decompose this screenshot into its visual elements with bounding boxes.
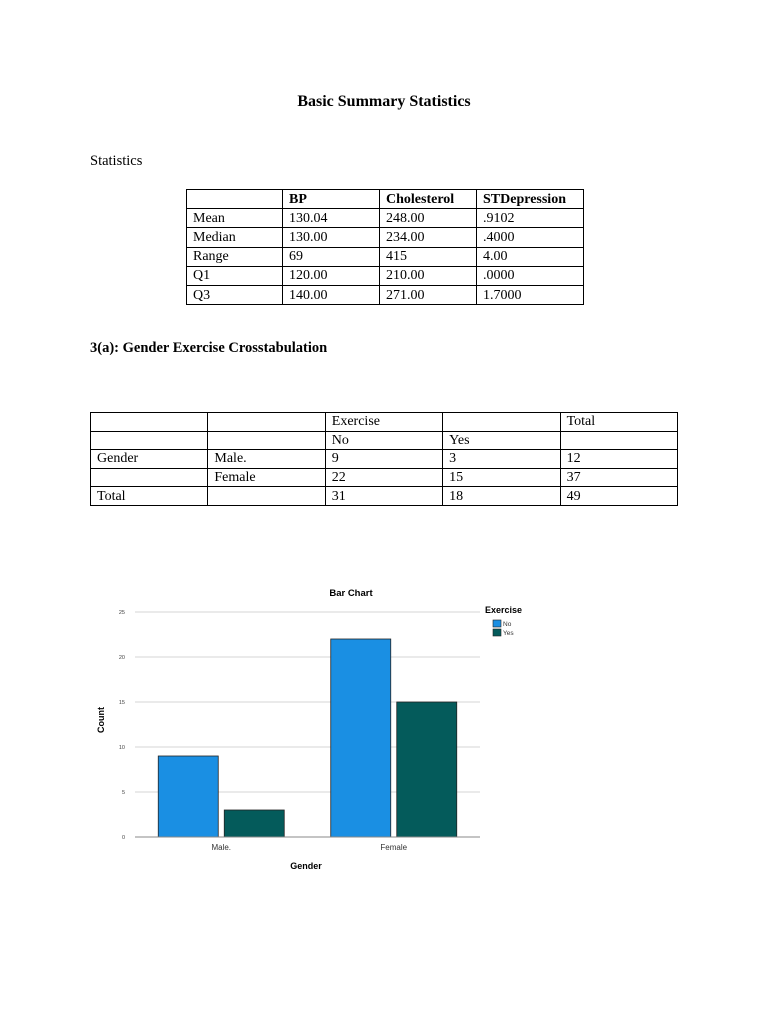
legend-swatch bbox=[493, 620, 501, 627]
table-cell: 18 bbox=[443, 487, 560, 506]
table-cell: 130.04 bbox=[283, 209, 380, 228]
table-cell: 4.00 bbox=[477, 247, 584, 266]
statistics-heading: Statistics bbox=[90, 153, 143, 169]
table-cell: 120.00 bbox=[283, 266, 380, 285]
table-cell: 210.00 bbox=[380, 266, 477, 285]
crosstab-heading: 3(a): Gender Exercise Crosstabulation bbox=[90, 340, 328, 356]
y-tick-label: 10 bbox=[118, 745, 125, 751]
table-cell bbox=[208, 487, 325, 506]
table-cell: No bbox=[325, 431, 442, 450]
table-cell bbox=[91, 413, 208, 432]
table-row bbox=[187, 228, 584, 247]
table-cell: Total bbox=[91, 487, 208, 506]
table-cell: .9102 bbox=[477, 209, 584, 228]
table-row bbox=[187, 247, 584, 266]
table-cell: 31 bbox=[325, 487, 442, 506]
table-row bbox=[91, 431, 678, 450]
table-row bbox=[91, 468, 678, 487]
bar-yes-1 bbox=[397, 702, 457, 837]
table-cell: 37 bbox=[560, 468, 677, 487]
statistics-header-cell: BP bbox=[283, 190, 380, 209]
x-tick-label: Female bbox=[380, 843, 408, 852]
legend-title: Exercise bbox=[485, 605, 523, 615]
table-cell: Mean bbox=[187, 209, 283, 228]
table-cell: 130.00 bbox=[283, 228, 380, 247]
table-row bbox=[187, 266, 584, 285]
table-cell bbox=[91, 431, 208, 450]
y-axis-label: Count bbox=[96, 707, 106, 733]
y-axis-ticks bbox=[119, 610, 125, 841]
y-tick-label: 20 bbox=[118, 655, 125, 661]
table-cell: 140.00 bbox=[283, 285, 380, 304]
y-tick-label: 0 bbox=[121, 835, 125, 841]
chart-legend bbox=[485, 605, 522, 637]
chart-bars bbox=[158, 639, 457, 837]
chart-title: Bar Chart bbox=[329, 588, 373, 599]
table-cell: Female bbox=[208, 468, 325, 487]
bar-no-0 bbox=[158, 756, 218, 837]
table-cell: Gender bbox=[91, 450, 208, 469]
statistics-table-header bbox=[187, 190, 584, 209]
x-tick-label: Male. bbox=[211, 843, 232, 852]
table-cell: 271.00 bbox=[380, 285, 477, 304]
table-cell: 12 bbox=[560, 450, 677, 469]
legend-label: Yes bbox=[503, 630, 514, 637]
statistics-header-cell: Cholesterol bbox=[380, 190, 477, 209]
document-title: Basic Summary Statistics bbox=[297, 93, 471, 110]
table-cell: 49 bbox=[560, 487, 677, 506]
y-tick-label: 25 bbox=[118, 610, 125, 616]
legend-swatch bbox=[493, 629, 501, 636]
table-cell: 1.7000 bbox=[477, 285, 584, 304]
table-cell: .0000 bbox=[477, 266, 584, 285]
table-cell: .4000 bbox=[477, 228, 584, 247]
table-cell: 248.00 bbox=[380, 209, 477, 228]
statistics-header-cell bbox=[187, 190, 283, 209]
table-cell bbox=[208, 431, 325, 450]
x-axis-ticks bbox=[211, 843, 407, 852]
table-cell: 415 bbox=[380, 247, 477, 266]
table-cell: 9 bbox=[325, 450, 442, 469]
table-cell: 22 bbox=[325, 468, 442, 487]
table-cell: Total bbox=[560, 413, 677, 432]
table-cell: Male. bbox=[208, 450, 325, 469]
bar-chart bbox=[90, 578, 550, 878]
table-row bbox=[187, 209, 584, 228]
y-tick-label: 15 bbox=[118, 700, 125, 706]
table-cell: Exercise bbox=[325, 413, 442, 432]
bar-no-1 bbox=[331, 639, 391, 837]
statistics-table-body bbox=[187, 209, 584, 305]
table-row bbox=[91, 413, 678, 432]
table-row bbox=[91, 487, 678, 506]
table-cell: 234.00 bbox=[380, 228, 477, 247]
table-cell: Q1 bbox=[187, 266, 283, 285]
table-row bbox=[187, 285, 584, 304]
table-cell: Q3 bbox=[187, 285, 283, 304]
statistics-table bbox=[186, 189, 584, 305]
table-cell: 15 bbox=[443, 468, 560, 487]
table-cell: 69 bbox=[283, 247, 380, 266]
legend-label: No bbox=[503, 621, 512, 628]
table-cell: Range bbox=[187, 247, 283, 266]
table-cell bbox=[443, 413, 560, 432]
statistics-header-row bbox=[187, 190, 584, 209]
table-cell bbox=[208, 413, 325, 432]
crosstab-table bbox=[90, 412, 678, 506]
bar-yes-0 bbox=[224, 810, 284, 837]
table-cell: Median bbox=[187, 228, 283, 247]
x-axis-label: Gender bbox=[290, 861, 322, 871]
table-cell bbox=[560, 431, 677, 450]
table-cell: Yes bbox=[443, 431, 560, 450]
crosstab-table-body bbox=[91, 413, 678, 506]
statistics-header-cell: STDepression bbox=[477, 190, 584, 209]
table-cell: 3 bbox=[443, 450, 560, 469]
table-cell bbox=[91, 468, 208, 487]
table-row bbox=[91, 450, 678, 469]
y-tick-label: 5 bbox=[121, 790, 125, 796]
